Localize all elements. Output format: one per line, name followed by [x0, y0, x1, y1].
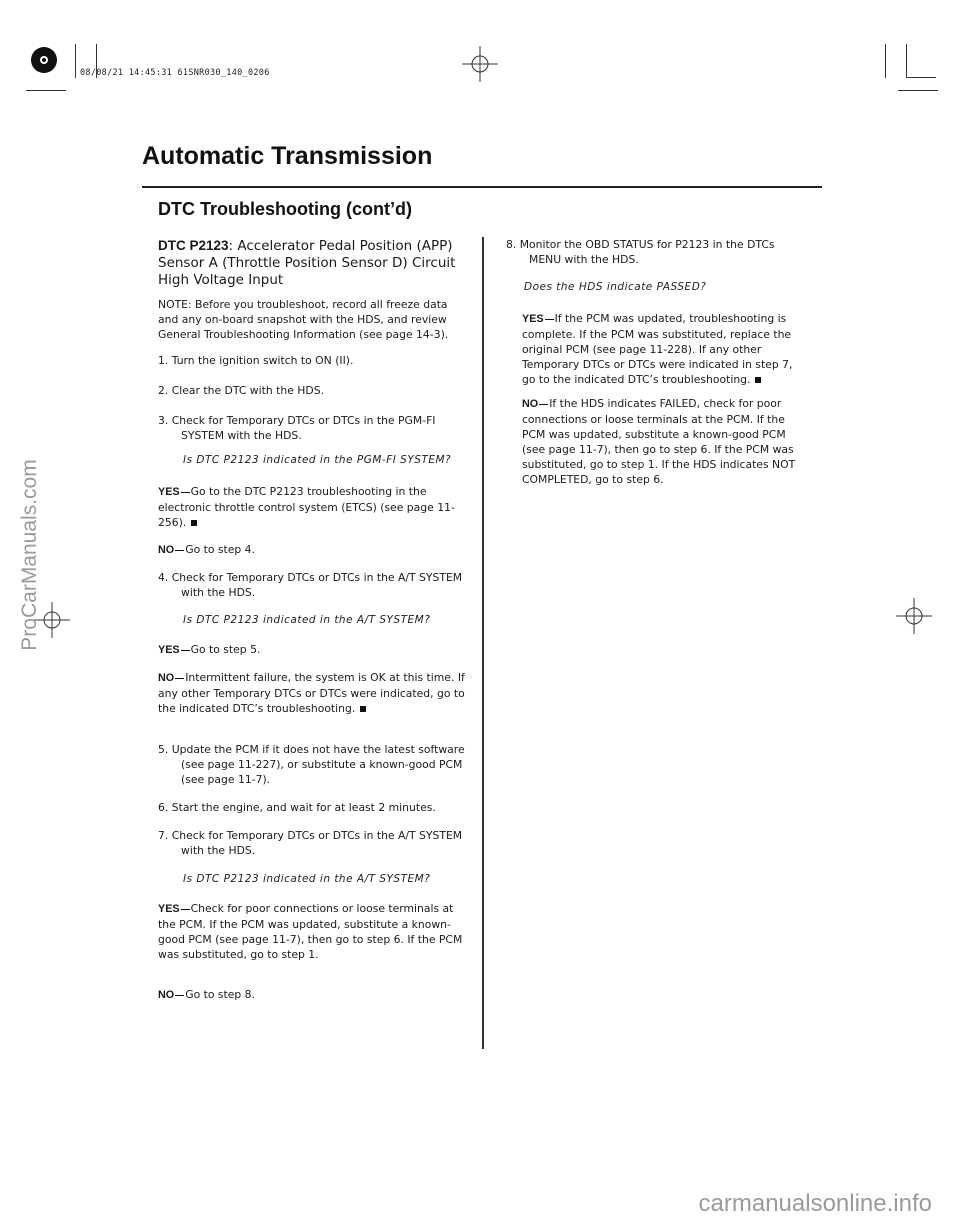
- step-8-question: Does the HDS indicate PASSED?: [524, 281, 707, 293]
- footer-watermark: carmanualsonline.info: [698, 1190, 932, 1217]
- end-mark-icon: [360, 706, 366, 712]
- dtc-description: : Accelerator Pedal Position (APP) Sensor A (Throttle Position Sensor D) Circuit High Voltage Input: [158, 238, 456, 288]
- step-8-no: NO If the HDS indicates FAILED, check for poor connections or loose terminals at the PCM. If the PCM was updated, substitute a known-good PCM (see page 11-7), then go to step 6. If the PCM was substituted, go to step 1. If the HDS indicates NOT COMPLETED, go to step 6.: [522, 397, 796, 486]
- step-7-yes: YES Check for poor connections or loose terminals at the PCM. If the PCM was updated, substitute a known-good PCM (see page 11-7), then go to step 6. If the PCM was substituted, go to step 1.: [158, 902, 463, 961]
- step-4-no: NO Intermittent failure, the system is OK at this time. If any other Temporary DTCs or DTCs were indicated, go to the indicated DTC’s troubleshooting.: [158, 671, 465, 715]
- end-mark-icon: [755, 377, 761, 383]
- crop-mark: [906, 44, 907, 78]
- crop-mark: [885, 44, 886, 78]
- crop-mark: [906, 77, 936, 78]
- step-8-yes: YES If the PCM was updated, troubleshooting is complete. If the PCM was substituted, replace the original PCM (see page 11-228). If any other Temporary DTCs or DTCs were indicated in step 7, go to the indicated DTC’s troubleshooting.: [522, 312, 793, 386]
- dtc-heading: [158, 237, 468, 289]
- step-2: 2. Clear the DTC with the HDS.: [158, 384, 325, 397]
- step-8: 8. Monitor the OBD STATUS for P2123 in the DTCs MENU with the HDS.: [506, 238, 775, 266]
- step-4: 4. Check for Temporary DTCs or DTCs in the A/T SYSTEM with the HDS.: [158, 571, 463, 599]
- step-7-no: NO Go to step 8.: [158, 988, 255, 1001]
- page-title: Automatic Transmission: [142, 142, 433, 170]
- print-stamp: 08/08/21 14:45:31 61SNR030_140_0206: [80, 68, 270, 78]
- note-paragraph: NOTE: Before you troubleshoot, record all freeze data and any on-board snapshot with the HDS, and review General Troubleshooting Information (see page 14-3).: [158, 298, 449, 341]
- crosshair-mark-icon: [896, 598, 932, 634]
- crop-mark: [75, 44, 76, 78]
- step-3-no: NO Go to step 4.: [158, 543, 255, 556]
- crop-mark: [26, 90, 66, 91]
- step-3: 3. Check for Temporary DTCs or DTCs in the PGM-FI SYSTEM with the HDS.: [158, 414, 436, 442]
- step-6: 6. Start the engine, and wait for at least 2 minutes.: [158, 801, 436, 814]
- step-7: 7. Check for Temporary DTCs or DTCs in the A/T SYSTEM with the HDS.: [158, 829, 463, 857]
- step-3-yes: YES Go to the DTC P2123 troubleshooting in the electronic throttle control system (ETCS) (see page 11-256).: [158, 485, 455, 529]
- step-4-yes: YES Go to step 5.: [158, 643, 261, 656]
- step-7-question: Is DTC P2123 indicated in the A/T SYSTEM?: [183, 873, 431, 885]
- side-watermark: ProCarManuals.com: [18, 459, 41, 651]
- step-5: 5. Update the PCM if it does not have the latest software (see page 11-227), or substitute a known-good PCM (see page 11-7).: [158, 743, 465, 786]
- step-4-question: Is DTC P2123 indicated in the A/T SYSTEM?: [183, 614, 431, 626]
- end-mark-icon: [191, 520, 197, 526]
- title-rule: [142, 186, 822, 188]
- section-title: DTC Troubleshooting (cont’d): [158, 199, 412, 219]
- dtc-code: DTC P2123: [158, 238, 229, 253]
- crosshair-mark-icon: [462, 46, 498, 82]
- crop-mark: [898, 90, 938, 91]
- step-3-question: Is DTC P2123 indicated in the PGM-FI SYSTEM?: [183, 454, 452, 466]
- column-divider: [482, 237, 484, 1049]
- step-1: 1. Turn the ignition switch to ON (II).: [158, 354, 354, 367]
- registration-mark-icon: [26, 42, 62, 78]
